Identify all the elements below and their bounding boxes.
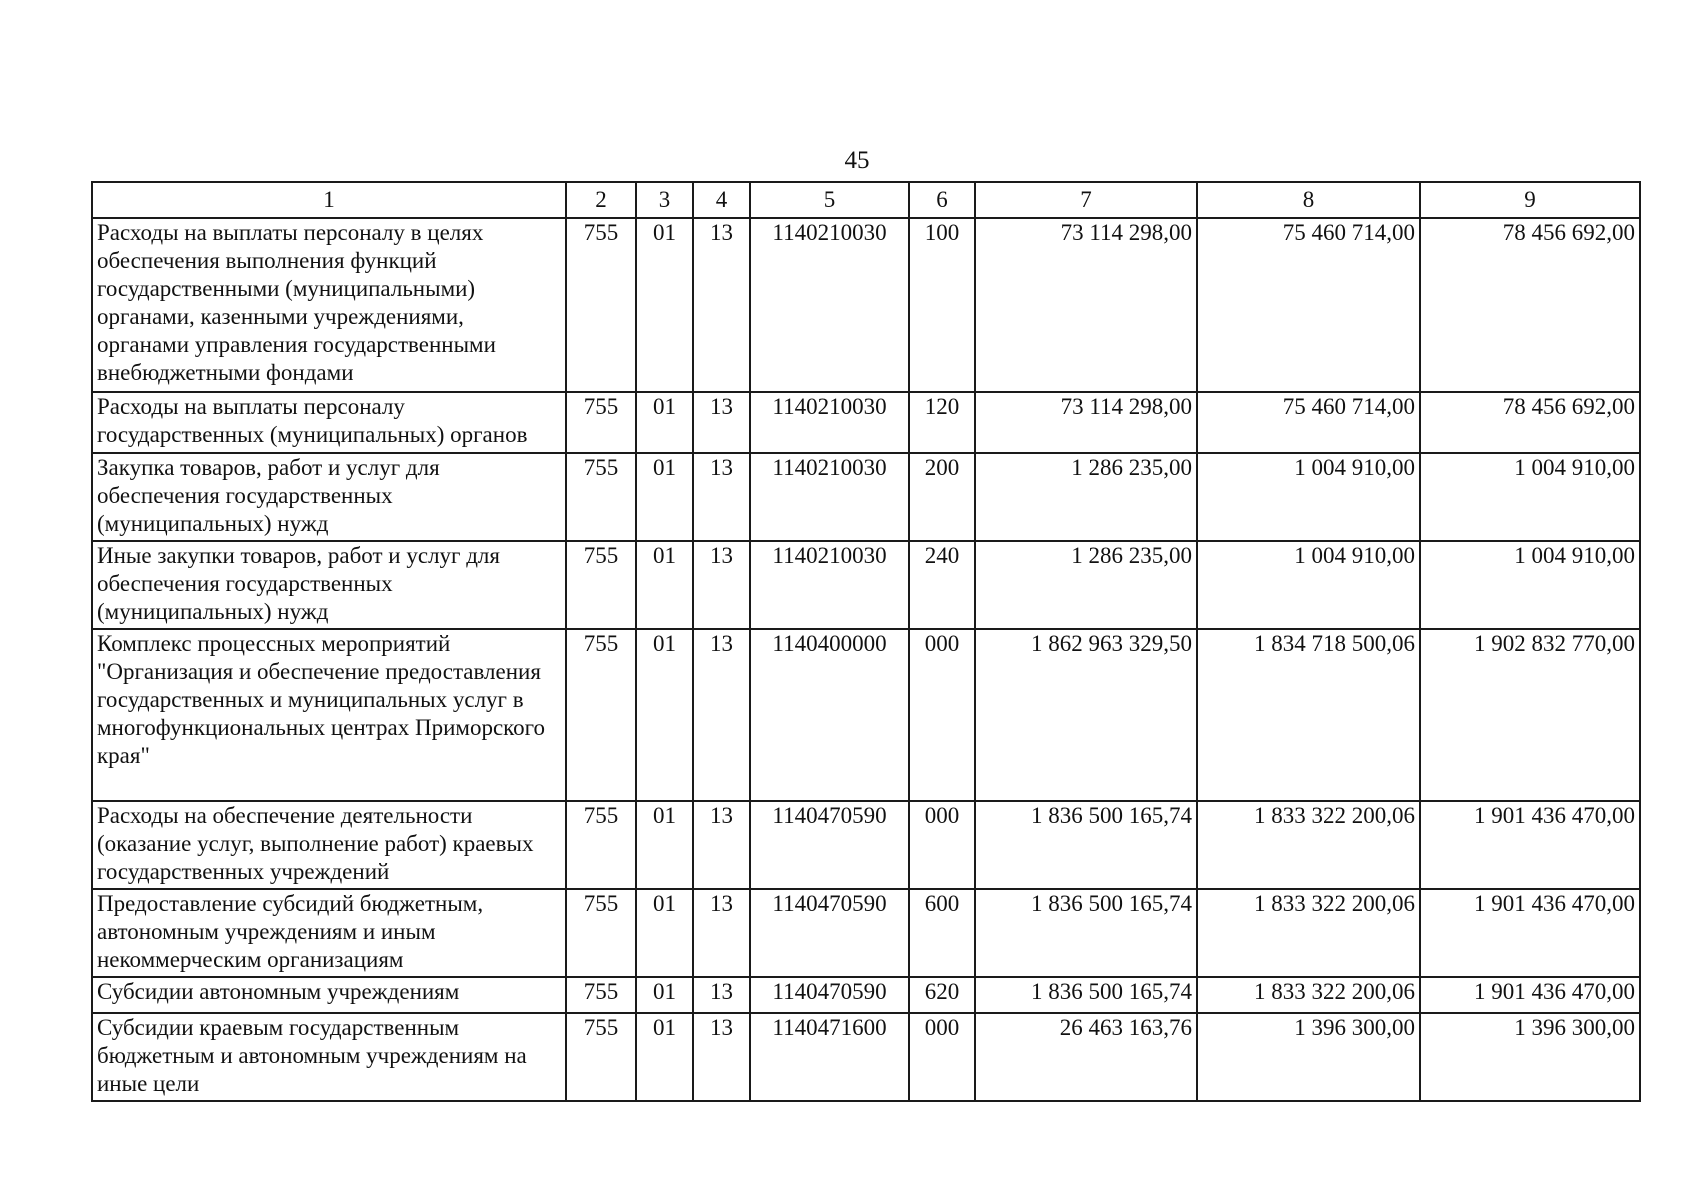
amount-col7-cell: 1 836 500 165,74 bbox=[975, 977, 1197, 1013]
ministry-code-cell: 755 bbox=[566, 889, 636, 977]
target-article-cell: 1140210030 bbox=[750, 541, 909, 629]
ministry-code-cell: 755 bbox=[566, 218, 636, 392]
expense-name-cell: Расходы на выплаты персоналу государственных (муниципальных) органов bbox=[92, 392, 566, 453]
amount-col8-cell: 75 460 714,00 bbox=[1197, 392, 1420, 453]
column-header: 8 bbox=[1197, 182, 1420, 218]
target-article-cell: 1140210030 bbox=[750, 218, 909, 392]
amount-col8-cell: 75 460 714,00 bbox=[1197, 218, 1420, 392]
target-article-cell: 1140210030 bbox=[750, 453, 909, 541]
expense-name-cell: Закупка товаров, работ и услуг для обеспечения государственных (муниципальных) нужд bbox=[92, 453, 566, 541]
subsection-code-cell: 13 bbox=[693, 629, 750, 801]
amount-col9-cell: 78 456 692,00 bbox=[1420, 218, 1640, 392]
subsection-code-cell: 13 bbox=[693, 889, 750, 977]
ministry-code-cell: 755 bbox=[566, 453, 636, 541]
section-code-cell: 01 bbox=[636, 218, 693, 392]
amount-col7-cell: 1 836 500 165,74 bbox=[975, 889, 1197, 977]
amount-col7-cell: 26 463 163,76 bbox=[975, 1013, 1197, 1101]
target-article-cell: 1140210030 bbox=[750, 392, 909, 453]
section-code-cell: 01 bbox=[636, 453, 693, 541]
column-header: 5 bbox=[750, 182, 909, 218]
table-row bbox=[92, 453, 1640, 541]
table-row bbox=[92, 977, 1640, 1013]
column-header: 2 bbox=[566, 182, 636, 218]
amount-col9-cell: 1 396 300,00 bbox=[1420, 1013, 1640, 1101]
amount-col8-cell: 1 833 322 200,06 bbox=[1197, 977, 1420, 1013]
table-row bbox=[92, 392, 1640, 453]
column-header: 6 bbox=[909, 182, 975, 218]
column-number-row bbox=[92, 182, 1640, 218]
amount-col7-cell: 73 114 298,00 bbox=[975, 392, 1197, 453]
amount-col8-cell: 1 396 300,00 bbox=[1197, 1013, 1420, 1101]
expense-type-cell: 620 bbox=[909, 977, 975, 1013]
amount-col7-cell: 1 286 235,00 bbox=[975, 453, 1197, 541]
column-header: 4 bbox=[693, 182, 750, 218]
expense-type-cell: 120 bbox=[909, 392, 975, 453]
amount-col9-cell: 1 901 436 470,00 bbox=[1420, 977, 1640, 1013]
amount-col9-cell: 1 004 910,00 bbox=[1420, 541, 1640, 629]
amount-col9-cell: 1 004 910,00 bbox=[1420, 453, 1640, 541]
amount-col8-cell: 1 833 322 200,06 bbox=[1197, 889, 1420, 977]
amount-col7-cell: 73 114 298,00 bbox=[975, 218, 1197, 392]
ministry-code-cell: 755 bbox=[566, 1013, 636, 1101]
subsection-code-cell: 13 bbox=[693, 801, 750, 889]
section-code-cell: 01 bbox=[636, 392, 693, 453]
expense-type-cell: 240 bbox=[909, 541, 975, 629]
ministry-code-cell: 755 bbox=[566, 801, 636, 889]
amount-col8-cell: 1 004 910,00 bbox=[1197, 453, 1420, 541]
expense-name-cell: Субсидии краевым государственным бюджетным и автономным учреждениям на иные цели bbox=[92, 1013, 566, 1101]
section-code-cell: 01 bbox=[636, 541, 693, 629]
target-article-cell: 1140470590 bbox=[750, 889, 909, 977]
expense-name-cell: Расходы на обеспечение деятельности (оказание услуг, выполнение работ) краевых государственных учреждений bbox=[92, 801, 566, 889]
amount-col9-cell: 1 902 832 770,00 bbox=[1420, 629, 1640, 801]
expense-name-cell: Предоставление субсидий бюджетным, автономным учреждениям и иным некоммерческим организациям bbox=[92, 889, 566, 977]
amount-col7-cell: 1 862 963 329,50 bbox=[975, 629, 1197, 801]
expense-type-cell: 200 bbox=[909, 453, 975, 541]
section-code-cell: 01 bbox=[636, 629, 693, 801]
subsection-code-cell: 13 bbox=[693, 453, 750, 541]
expense-type-cell: 000 bbox=[909, 801, 975, 889]
table-row bbox=[92, 1013, 1640, 1101]
amount-col8-cell: 1 833 322 200,06 bbox=[1197, 801, 1420, 889]
table-row bbox=[92, 889, 1640, 977]
section-code-cell: 01 bbox=[636, 977, 693, 1013]
subsection-code-cell: 13 bbox=[693, 977, 750, 1013]
ministry-code-cell: 755 bbox=[566, 392, 636, 453]
budget-table bbox=[91, 181, 1641, 1102]
ministry-code-cell: 755 bbox=[566, 977, 636, 1013]
table-row bbox=[92, 801, 1640, 889]
amount-col9-cell: 78 456 692,00 bbox=[1420, 392, 1640, 453]
expense-type-cell: 100 bbox=[909, 218, 975, 392]
subsection-code-cell: 13 bbox=[693, 218, 750, 392]
column-header: 9 bbox=[1420, 182, 1640, 218]
subsection-code-cell: 13 bbox=[693, 541, 750, 629]
expense-name-cell: Комплекс процессных мероприятий "Организация и обеспечение предоставления государственных и муниципальных услуг в многофункциональных центрах Приморского края" bbox=[92, 629, 566, 801]
amount-col7-cell: 1 286 235,00 bbox=[975, 541, 1197, 629]
amount-col9-cell: 1 901 436 470,00 bbox=[1420, 889, 1640, 977]
column-header: 1 bbox=[92, 182, 566, 218]
expense-type-cell: 000 bbox=[909, 629, 975, 801]
subsection-code-cell: 13 bbox=[693, 1013, 750, 1101]
table-row bbox=[92, 629, 1640, 801]
target-article-cell: 1140400000 bbox=[750, 629, 909, 801]
amount-col7-cell: 1 836 500 165,74 bbox=[975, 801, 1197, 889]
expense-name-cell: Субсидии автономным учреждениям bbox=[92, 977, 566, 1013]
section-code-cell: 01 bbox=[636, 889, 693, 977]
expense-name-cell: Иные закупки товаров, работ и услуг для обеспечения государственных (муниципальных) нужд bbox=[92, 541, 566, 629]
expense-type-cell: 600 bbox=[909, 889, 975, 977]
amount-col8-cell: 1 834 718 500,06 bbox=[1197, 629, 1420, 801]
table-row bbox=[92, 218, 1640, 392]
page-number: 45 bbox=[844, 147, 870, 174]
section-code-cell: 01 bbox=[636, 1013, 693, 1101]
expense-type-cell: 000 bbox=[909, 1013, 975, 1101]
subsection-code-cell: 13 bbox=[693, 392, 750, 453]
section-code-cell: 01 bbox=[636, 801, 693, 889]
table-row bbox=[92, 541, 1640, 629]
amount-col9-cell: 1 901 436 470,00 bbox=[1420, 801, 1640, 889]
column-header: 7 bbox=[975, 182, 1197, 218]
target-article-cell: 1140470590 bbox=[750, 977, 909, 1013]
column-header: 3 bbox=[636, 182, 693, 218]
target-article-cell: 1140471600 bbox=[750, 1013, 909, 1101]
target-article-cell: 1140470590 bbox=[750, 801, 909, 889]
ministry-code-cell: 755 bbox=[566, 541, 636, 629]
amount-col8-cell: 1 004 910,00 bbox=[1197, 541, 1420, 629]
ministry-code-cell: 755 bbox=[566, 629, 636, 801]
expense-name-cell: Расходы на выплаты персоналу в целях обеспечения выполнения функций государственными (муниципальными) органами, казенными учреждениями, органами управления государственными внебюджетными фондами bbox=[92, 218, 566, 392]
